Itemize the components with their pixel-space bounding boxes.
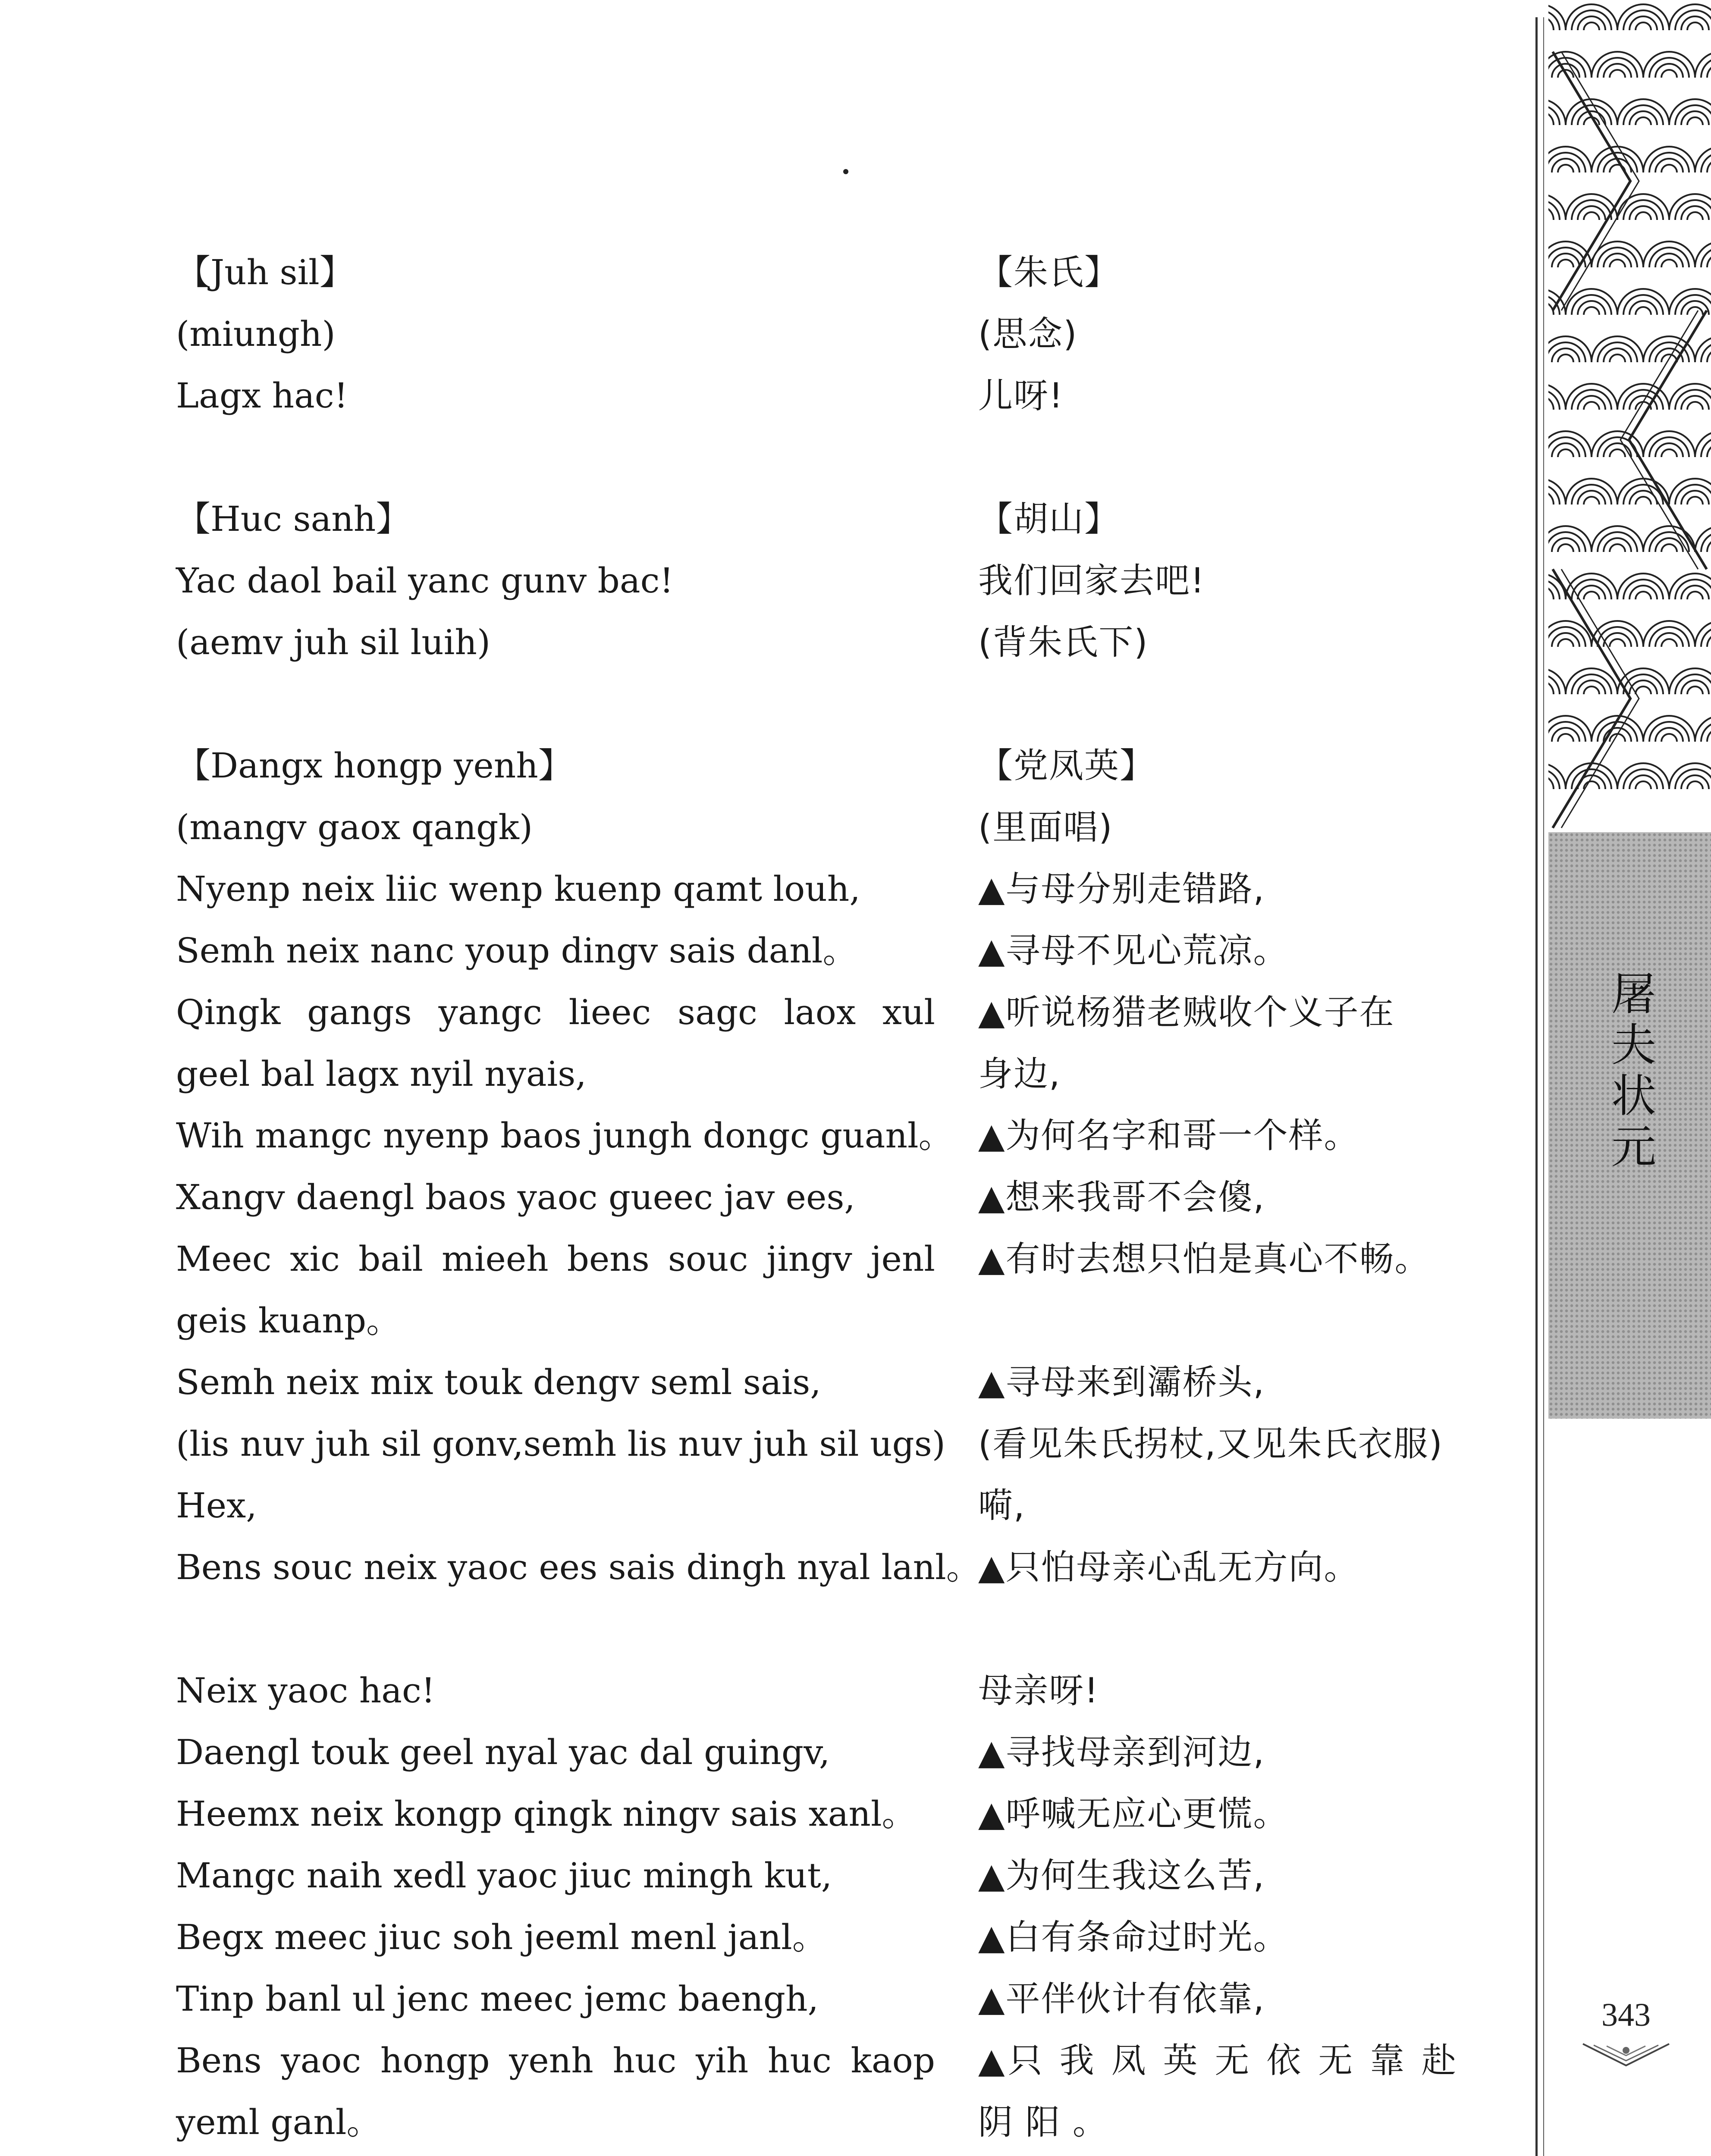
wave-shell-motif [1592,241,1643,267]
chinese-text-line: ▲寻母来到灞桥头, [978,1362,1265,1402]
wave-shell-motif [1548,99,1566,125]
wave-shell-motif [1669,668,1711,694]
wave-shell-motif [1566,4,1617,30]
wave-shell-motif [1643,431,1695,457]
wave-shell-motif [1669,99,1711,125]
blank-line [978,1290,1457,1351]
dong-text-line: Neix yaoc hac! [176,1670,435,1711]
chinese-text-column [978,241,1457,2153]
chinese-text-line: 身边, [978,1054,1061,1094]
wave-shell-motif [1643,716,1695,742]
dong-text-line: 【Huc sanh】 [176,499,411,539]
wave-shell-motif [1548,336,1592,362]
chinese-text-line: 嗬, [978,1485,1026,1526]
wave-shell-motif [1643,52,1695,78]
dong-text-line: Semh neix nanc youp dingv sais danl。 [176,931,857,971]
blank-line [978,673,1457,735]
chinese-text-line: (看见朱氏拐杖,又见朱氏衣服) [978,1424,1443,1464]
dong-text-line: yeml ganl。 [176,2102,381,2142]
decorative-wave-pattern [1548,0,1711,832]
wave-shell-motif [1695,241,1711,267]
wave-shell-motif [1617,573,1669,599]
wave-shell-motif [1695,621,1711,647]
dong-text-line: Mangc naih xedl yaoc jiuc mingh kut, [176,1855,832,1896]
wave-shell-motif [1548,431,1592,457]
chinese-text-line: (背朱氏下) [978,622,1149,662]
running-title: 屠夫状元 [1604,970,1656,1174]
wave-shell-motif [1566,668,1617,694]
chinese-text-line: ▲只怕母亲心乱无方向。 [978,1547,1359,1587]
dong-text-line: Hex, [176,1485,257,1526]
chinese-text-line: ▲为何生我这么苦, [978,1855,1265,1896]
wave-shell-motif [1592,336,1643,362]
wave-shell-motif [1669,289,1711,315]
dong-text-line: Wih mangc nyenp baos jungh dongc guanl。 [176,1116,953,1156]
wave-shell-motif [1548,384,1566,410]
chinese-text-line: ▲寻母不见心荒凉。 [978,931,1289,971]
dong-text-line: Qingk gangs yangc lieec sagc laox xul [176,992,935,1032]
dong-text-line: Semh neix mix touk dengv seml sais, [176,1362,821,1402]
chinese-text-line: ▲呼喊无应心更慌。 [978,1794,1289,1834]
chinese-text-line: 【朱氏】 [978,252,1120,292]
wave-shell-motif [1695,716,1711,742]
chinese-text-line: 【党凤英】 [978,746,1155,786]
wave-shell-motif [1669,763,1711,789]
chinese-text-line: ▲听说杨猎老贼收个义子在 [978,992,1395,1032]
chinese-text-line: ▲有时去想只怕是真心不畅。 [978,1239,1430,1279]
wave-shell-motif [1695,52,1711,78]
wave-shell-motif [1592,52,1643,78]
wave-shell-motif [1566,384,1617,410]
chinese-text-line: (思念) [978,314,1078,354]
wave-shell-motif [1548,526,1592,552]
wave-shell-motif [1548,147,1592,172]
wave-shell-motif [1669,194,1711,220]
wave-shell-motif [1592,431,1643,457]
chinese-text-line: ▲白有条命过时光。 [978,1917,1289,1957]
chinese-text-line: 儿呀! [978,376,1064,416]
chinese-text-line: 我们回家去吧! [978,561,1206,601]
dong-text-line: geel bal lagx nyil nyais, [176,1054,587,1094]
dong-text-line: Begx meec jiuc soh jeeml menl janl。 [176,1917,827,1957]
wave-shell-motif [1548,479,1566,505]
margin-rule [1535,17,1538,2156]
wave-shell-motif [1695,147,1711,172]
blank-line [176,1598,935,1660]
dong-text-line: 【Juh sil】 [176,252,354,292]
wave-shell-motif [1566,573,1617,599]
chinese-text-line: ▲寻找母亲到河边, [978,1732,1265,1772]
wave-shell-motif [1566,479,1617,505]
wave-shell-motif [1548,763,1566,789]
dong-text-line: geis kuanp。 [176,1300,401,1341]
chinese-text-line: (里面唱) [978,807,1113,847]
chinese-text-line: ▲想来我哥不会傻, [978,1177,1265,1217]
margin-rule-thin [1543,17,1544,2156]
chinese-text-line: 母亲呀! [978,1670,1099,1711]
wave-shell-motif [1566,763,1617,789]
dong-text-line: (miungh) [176,314,336,354]
dong-text-line: (aemv juh sil luih) [176,622,491,662]
wave-shell-motif [1617,763,1669,789]
wave-shell-motif [1548,716,1592,742]
dong-text-line: Heemx neix kongp qingk ningv sais xanl。 [176,1794,917,1834]
chinese-text-line: 【胡山】 [978,499,1120,539]
wave-shell-motif [1643,147,1695,172]
wave-shell-motif [1592,621,1643,647]
dong-text-line: Xangv daengl baos yaoc gueec jav ees, [176,1177,855,1217]
dong-text-line: Nyenp neix liic wenp kuenp qamt louh, [176,869,860,909]
dong-text-line: (lis nuv juh sil gonv,semh lis nuv juh sil ugs) [176,1424,945,1464]
blank-line [978,1598,1457,1660]
dong-text-line: (mangv gaox qangk) [176,807,533,847]
dong-text-line: Yac daol bail yanc gunv bac! [176,561,674,601]
wave-shell-motif [1669,4,1711,30]
page-number: 343 [1601,1997,1651,2033]
wave-shell-motif [1669,384,1711,410]
wave-shell-motif [1695,431,1711,457]
blank-line [176,426,935,488]
wave-shell-motif [1669,573,1711,599]
page-number-ornament-icon [1581,2042,1671,2068]
dong-text-line: Bens souc neix yaoc ees sais dingh nyal lanl。 [176,1547,981,1587]
blank-line [978,426,1457,488]
wave-shell-motif [1548,194,1566,220]
chinese-text-line: ▲与母分别走错路, [978,869,1265,909]
wave-shell-motif [1592,526,1643,552]
wave-shell-motif [1548,668,1566,694]
dong-text-line: Bens yaoc hongp yenh huc yih huc kaop [176,2040,935,2081]
wave-shell-motif [1617,4,1669,30]
chinese-text-line: ▲平伴伙计有依靠, [978,1979,1265,2019]
dong-text-line: Daengl touk geel nyal yac dal guingv, [176,1732,830,1772]
wave-shell-motif [1695,336,1711,362]
dong-text-line: Lagx hac! [176,376,348,416]
blank-line [176,673,935,735]
wave-shell-motif [1643,621,1695,647]
wave-shell-motif [1566,289,1617,315]
chinese-text-line: 阴 阳 。 [978,2102,1108,2142]
wave-shell-motif [1669,479,1711,505]
wave-shell-motif [1617,289,1669,315]
page-dot [843,169,848,174]
dong-text-column [176,241,981,2153]
wave-shell-motif [1643,241,1695,267]
dong-text-line: Meec xic bail mieeh bens souc jingv jenl [176,1239,935,1279]
wave-shell-motif [1548,4,1566,30]
wave-shell-motif [1617,194,1669,220]
chinese-text-line: ▲只 我 凤 英 无 依 无 靠 赴 [978,2040,1457,2081]
wave-shell-motif [1695,526,1711,552]
chinese-text-line: ▲为何名字和哥一个样。 [978,1116,1359,1156]
dong-text-line: 【Dangx hongp yenh】 [176,746,573,786]
dong-text-line: Tinp banl ul jenc meec jemc baengh, [176,1979,819,2019]
wave-shell-motif [1617,99,1669,125]
